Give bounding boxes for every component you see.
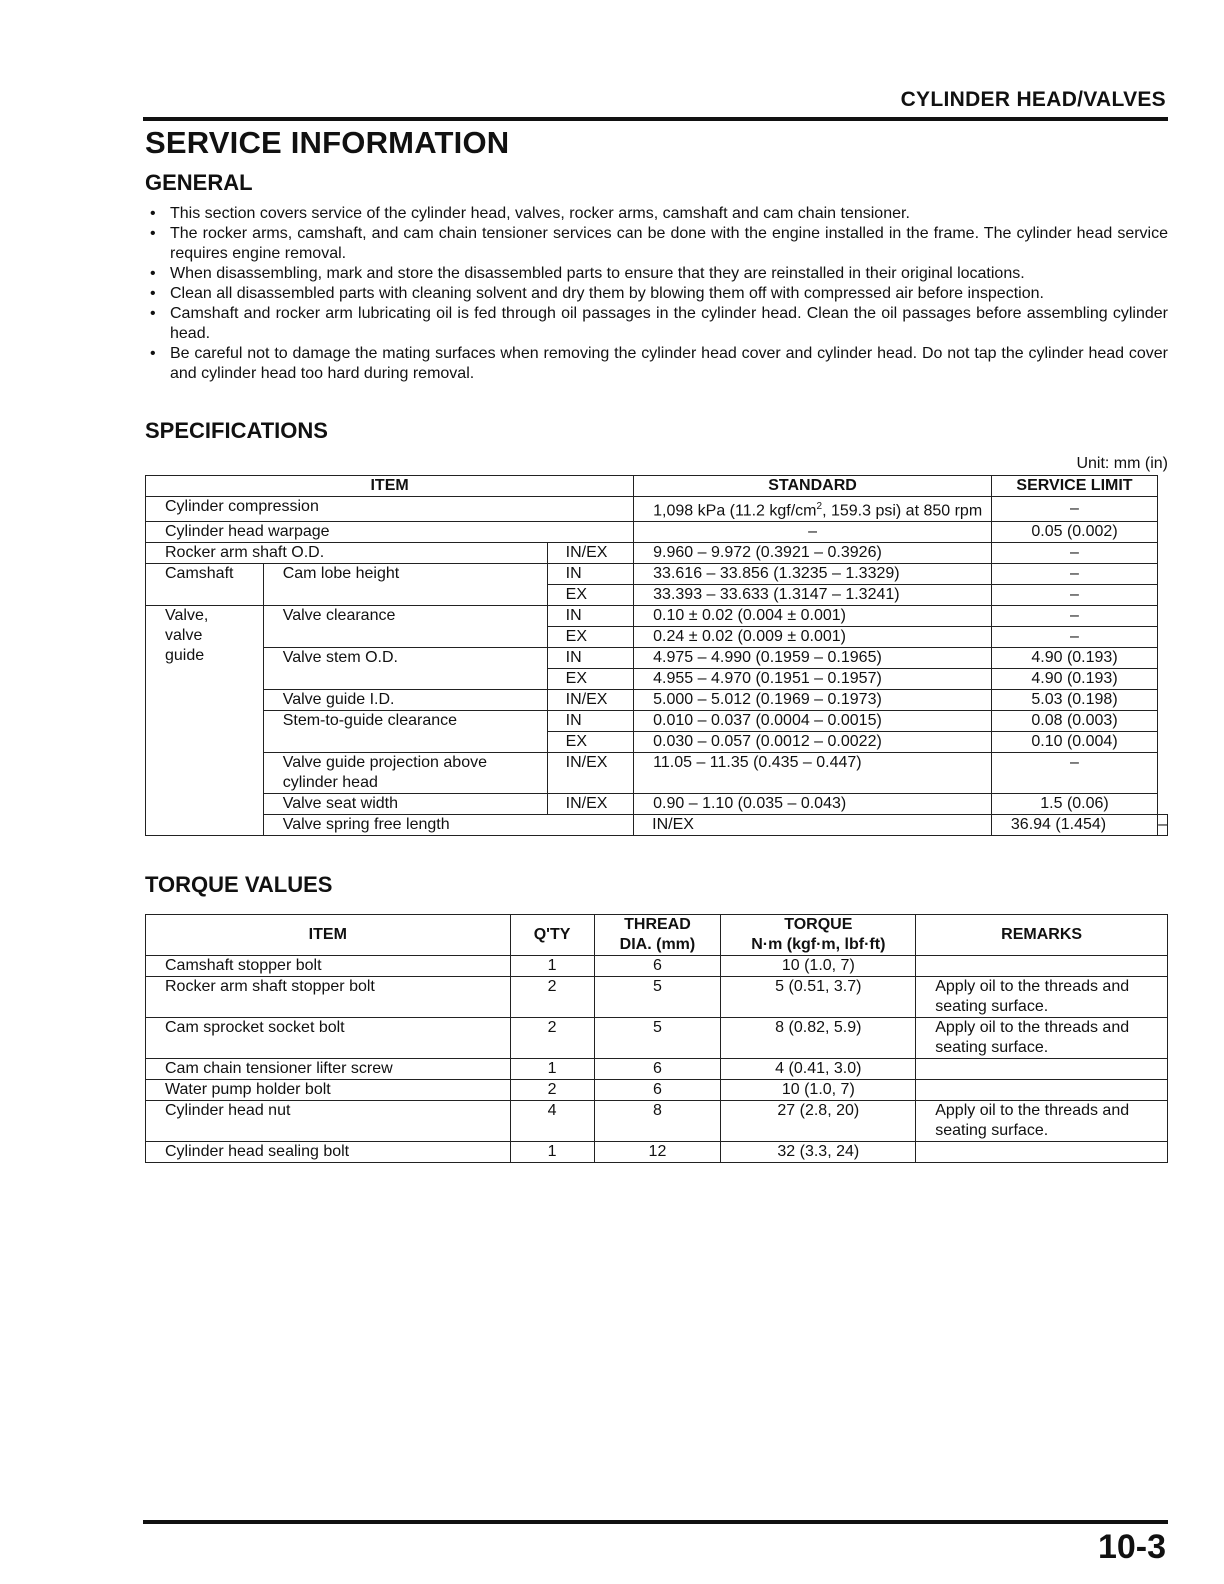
- spec-standard: 0.010 – 0.037 (0.0004 – 0.0015): [634, 711, 992, 732]
- torque-dia: 6: [594, 1080, 721, 1101]
- torque-qty: 2: [510, 1018, 594, 1059]
- bullet-item: • Be careful not to damage the mating surfaces when removing the cylinder head cover and cylinder head. Do not tap the cylinder head cover and cylinder head too hard during removal.: [145, 344, 1168, 384]
- spec-subitem: Valve guide I.D.: [263, 690, 547, 711]
- bullet-item: • Clean all disassembled parts with cleaning solvent and dry them by blowing them off with compressed air before inspection.: [145, 284, 1168, 304]
- table-row: [146, 1018, 1168, 1059]
- spec-standard: 9.960 – 9.972 (0.3921 – 0.3926): [634, 543, 992, 564]
- spec-limit: 0.10 (0.004): [991, 732, 1157, 753]
- torque-dia: 5: [594, 977, 721, 1018]
- spec-subitem: Cam lobe height: [263, 564, 547, 606]
- table-row: [146, 543, 1168, 564]
- spec-standard: 4.955 – 4.970 (0.1951 – 0.1957): [634, 669, 992, 690]
- bullet-item: • This section covers service of the cylinder head, valves, rocker arms, camshaft and cam chain tensioner.: [145, 204, 1168, 224]
- spec-standard: 33.393 – 33.633 (1.3147 – 1.3241): [634, 585, 992, 606]
- thread-label: THREAD: [624, 916, 691, 933]
- spec-standard: 36.94 (1.454): [991, 815, 1157, 836]
- spec-item: Cylinder compression: [146, 497, 634, 522]
- spec-standard: 5.000 – 5.012 (0.1969 – 0.1973): [634, 690, 992, 711]
- footer-rule: [143, 1520, 1168, 1524]
- thread-unit: DIA. (mm): [619, 936, 696, 953]
- spec-group: Camshaft: [146, 564, 264, 606]
- spec-group: Valve, valve guide: [146, 606, 264, 836]
- spec-limit: 0.05 (0.002): [991, 522, 1157, 543]
- spec-code: IN: [547, 711, 633, 732]
- table-row: [146, 690, 1168, 711]
- spec-limit: –: [991, 606, 1157, 627]
- torque-item: Rocker arm shaft stopper bolt: [146, 977, 511, 1018]
- torque-value: 5 (0.51, 3.7): [721, 977, 916, 1018]
- spec-limit: –: [991, 564, 1157, 585]
- torque-item: Cylinder head sealing bolt: [146, 1142, 511, 1163]
- specifications-heading: SPECIFICATIONS: [145, 418, 328, 443]
- torque-label: TORQUE: [784, 916, 853, 933]
- table-row: [146, 815, 1168, 836]
- spec-limit: –: [1158, 815, 1168, 836]
- general-heading: GENERAL: [145, 170, 253, 195]
- table-row: [146, 956, 1168, 977]
- spec-standard: 0.90 – 1.10 (0.035 – 0.043): [634, 794, 992, 815]
- torque-item: Camshaft stopper bolt: [146, 956, 511, 977]
- spec-limit: 1.5 (0.06): [991, 794, 1157, 815]
- torque-item: Cam chain tensioner lifter screw: [146, 1059, 511, 1080]
- table-row: [146, 648, 1168, 669]
- torque-qty: 1: [510, 1059, 594, 1080]
- page-number: 10-3: [1097, 1528, 1166, 1566]
- torque-value: 8 (0.82, 5.9): [721, 1018, 916, 1059]
- spec-code: EX: [547, 732, 633, 753]
- torque-col-qty: Q'TY: [510, 915, 594, 956]
- torque-qty: 4: [510, 1101, 594, 1142]
- general-bullet-list: [145, 204, 1168, 384]
- spec-standard: 0.030 – 0.057 (0.0012 – 0.0022): [634, 732, 992, 753]
- table-row: [146, 1059, 1168, 1080]
- torque-dia: 6: [594, 1059, 721, 1080]
- section-title: CYLINDER HEAD/VALVES: [900, 88, 1166, 111]
- spec-limit: –: [991, 497, 1157, 522]
- spec-limit: 4.90 (0.193): [991, 669, 1157, 690]
- spec-header-row: [146, 476, 1168, 497]
- torque-table: [145, 914, 1168, 1163]
- torque-qty: 2: [510, 1080, 594, 1101]
- spec-subitem: Valve seat width: [263, 794, 547, 815]
- spec-subitem: Stem-to-guide clearance: [263, 711, 547, 753]
- spec-subitem: Valve clearance: [263, 606, 547, 648]
- torque-value: 4 (0.41, 3.0): [721, 1059, 916, 1080]
- spec-limit: –: [991, 543, 1157, 564]
- spec-code: EX: [547, 627, 633, 648]
- torque-dia: 5: [594, 1018, 721, 1059]
- table-row: [146, 564, 1168, 585]
- spec-standard: 0.10 ± 0.02 (0.004 ± 0.001): [634, 606, 992, 627]
- spec-code: EX: [547, 669, 633, 690]
- specifications-table: [145, 475, 1168, 836]
- torque-value: 10 (1.0, 7): [721, 956, 916, 977]
- bullet-item: • Camshaft and rocker arm lubricating oil is fed through oil passages in the cylinder head. Clean the oil passages before assembling cylinder head.: [145, 304, 1168, 344]
- page-title: SERVICE INFORMATION: [145, 125, 510, 160]
- spec-code: EX: [547, 585, 633, 606]
- torque-item: Water pump holder bolt: [146, 1080, 511, 1101]
- spec-code: IN: [547, 564, 633, 585]
- table-row: [146, 977, 1168, 1018]
- spec-standard: 4.975 – 4.990 (0.1959 – 0.1965): [634, 648, 992, 669]
- table-row: [146, 1080, 1168, 1101]
- spec-code: IN: [547, 648, 633, 669]
- spec-subitem: Valve guide projection above cylinder head: [263, 753, 547, 794]
- table-row: [146, 1142, 1168, 1163]
- torque-col-thread: [594, 915, 721, 956]
- spec-standard-part: 1,098 kPa (11.2 kgf/cm: [653, 502, 817, 520]
- spec-code: IN/EX: [547, 690, 633, 711]
- spec-subitem: Valve stem O.D.: [263, 648, 547, 690]
- table-row: [146, 794, 1168, 815]
- spec-limit: –: [991, 753, 1157, 794]
- spec-standard: [634, 497, 992, 522]
- spec-limit: 4.90 (0.193): [991, 648, 1157, 669]
- torque-value: 10 (1.0, 7): [721, 1080, 916, 1101]
- torque-qty: 2: [510, 977, 594, 1018]
- torque-remarks: [916, 1059, 1168, 1080]
- spec-standard: 0.24 ± 0.02 (0.009 ± 0.001): [634, 627, 992, 648]
- spec-code: IN: [547, 606, 633, 627]
- spec-limit: –: [991, 627, 1157, 648]
- spec-standard: 33.616 – 33.856 (1.3235 – 1.3329): [634, 564, 992, 585]
- torque-remarks: Apply oil to the threads and seating surface.: [916, 1018, 1168, 1059]
- torque-dia: 12: [594, 1142, 721, 1163]
- table-row: [146, 606, 1168, 627]
- torque-qty: 1: [510, 956, 594, 977]
- spec-limit: 0.08 (0.003): [991, 711, 1157, 732]
- spec-code: IN/EX: [634, 815, 992, 836]
- bullet-item: • When disassembling, mark and store the disassembled parts to ensure that they are reinstalled in their original locations.: [145, 264, 1168, 284]
- table-row: [146, 753, 1168, 794]
- header-rule: [143, 117, 1168, 121]
- spec-code: IN/EX: [547, 543, 633, 564]
- torque-remarks: [916, 1142, 1168, 1163]
- spec-code: IN/EX: [547, 753, 633, 794]
- table-row: [146, 497, 1168, 522]
- spec-code: IN/EX: [547, 794, 633, 815]
- torque-value: 32 (3.3, 24): [721, 1142, 916, 1163]
- torque-remarks: Apply oil to the threads and seating surface.: [916, 977, 1168, 1018]
- unit-note: Unit: mm (in): [1076, 455, 1168, 472]
- spec-col-standard: STANDARD: [634, 476, 992, 497]
- table-row: [146, 522, 1168, 543]
- spec-item: Cylinder head warpage: [146, 522, 634, 543]
- torque-qty: 1: [510, 1142, 594, 1163]
- spec-item: Rocker arm shaft O.D.: [146, 543, 548, 564]
- spec-standard: 11.05 – 11.35 (0.435 – 0.447): [634, 753, 992, 794]
- torque-value: 27 (2.8, 20): [721, 1101, 916, 1142]
- torque-col-torque: [721, 915, 916, 956]
- torque-item: Cylinder head nut: [146, 1101, 511, 1142]
- torque-header-row: [146, 915, 1168, 956]
- torque-col-remarks: REMARKS: [916, 915, 1168, 956]
- spec-col-limit: SERVICE LIMIT: [991, 476, 1157, 497]
- table-row: [146, 711, 1168, 732]
- spec-limit: –: [991, 585, 1157, 606]
- bullet-item: • The rocker arms, camshaft, and cam chain tensioner services can be done with the engine installed in the frame. The cylinder head service requires engine removal.: [145, 224, 1168, 264]
- torque-remarks: [916, 956, 1168, 977]
- torque-item: Cam sprocket socket bolt: [146, 1018, 511, 1059]
- torque-unit: N·m (kgf·m, lbf·ft): [751, 936, 886, 953]
- spec-limit: 5.03 (0.198): [991, 690, 1157, 711]
- superscript: 2: [816, 501, 823, 512]
- torque-dia: 6: [594, 956, 721, 977]
- spec-item: Valve spring free length: [263, 815, 633, 836]
- table-row: [146, 1101, 1168, 1142]
- torque-heading: TORQUE VALUES: [145, 872, 333, 897]
- spec-col-item: ITEM: [146, 476, 634, 497]
- torque-remarks: [916, 1080, 1168, 1101]
- spec-standard-part: , 159.3 psi) at 850 rpm: [822, 502, 983, 520]
- torque-remarks: Apply oil to the threads and seating surface.: [916, 1101, 1168, 1142]
- torque-col-item: ITEM: [146, 915, 511, 956]
- torque-dia: 8: [594, 1101, 721, 1142]
- spec-standard: –: [634, 522, 992, 543]
